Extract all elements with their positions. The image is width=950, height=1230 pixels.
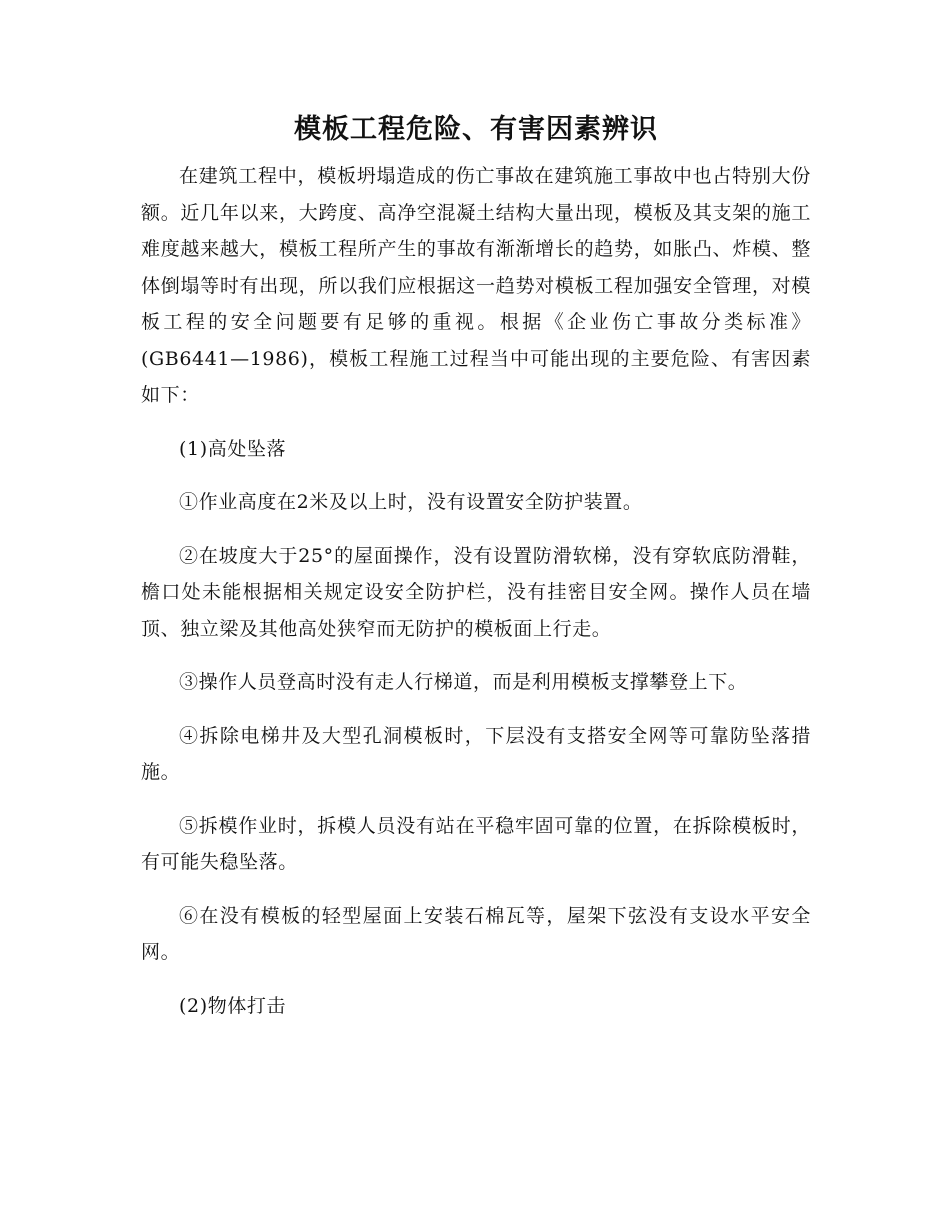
document-title: 模板工程危险、有害因素辨识	[294, 114, 658, 145]
document-body	[141, 108, 811, 1024]
section-heading-fall: (1)高处坠落	[179, 437, 287, 460]
list-item: ②在坡度大于25°的屋面操作，没有设置防滑软梯，没有穿软底防滑鞋，檐口处未能根据相关规定设安全防护栏，没有挂密目安全网。操作人员在墙顶、独立梁及其他高处狭窄而无防护的模板面上行走。	[141, 544, 811, 640]
intro-paragraph: 在建筑工程中，模板坍塌造成的伤亡事故在建筑施工事故中也占特别大份额。近几年以来，大跨度、高净空混凝土结构大量出现，模板及其支架的施工难度越来越大，模板工程所产生的事故有渐渐增长的趋势，如胀凸、炸模、整体倒塌等时有出现，所以我们应根据这一趋势对模板工程加强安全管理，对模板工程的安全问题要有足够的重视。根据《企业伤亡事故分类标准》(GB6441—1986)，模板工程施工过程当中可能出现的主要危险、有害因素如下：	[141, 165, 811, 406]
list-item: ⑤拆模作业时，拆模人员没有站在平稳牢固可靠的位置，在拆除模板时，有可能失稳坠落。	[141, 814, 811, 873]
list-item: ①作业高度在2米及以上时，没有设置安全防护装置。	[179, 491, 643, 513]
section-heading-strike: (2)物体打击	[179, 994, 287, 1017]
list-item: ⑥在没有模板的轻型屋面上安装石棉瓦等，屋架下弦没有支设水平安全网。	[141, 904, 811, 963]
list-item: ③操作人员登高时没有走人行梯道，而是利用模板支撑攀登上下。	[179, 671, 748, 693]
list-item: ④拆除电梯井及大型孔洞模板时，下层没有支搭安全网等可靠防坠落措施。	[141, 724, 811, 783]
